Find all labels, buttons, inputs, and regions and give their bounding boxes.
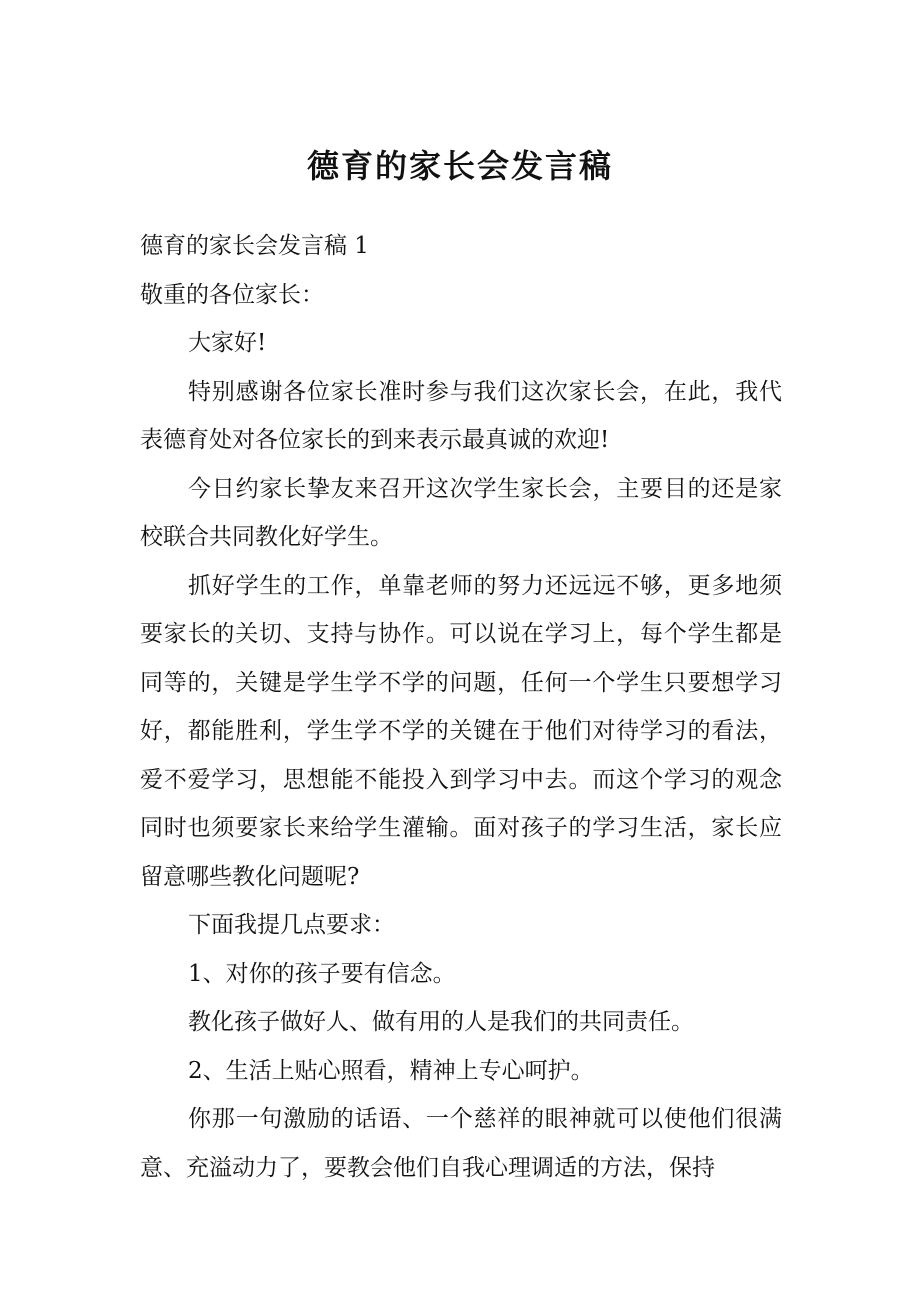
list-item-requirement-1: 1、对你的孩子要有信念。: [188, 960, 456, 987]
paragraph-encouragement: 你那一句激励的话语、一个慈祥的眼神就可以使他们很满意、充溢动力了，要教会他们自我心理调适的方法，保持: [140, 1106, 782, 1181]
document-body: [140, 222, 782, 1192]
paragraph-greeting: 大家好!: [188, 330, 267, 356]
paragraph-purpose: 今日约家长挚友来召开这次学生家长会，主要目的还是家校联合共同教化好学生。: [140, 475, 782, 550]
paragraph-responsibility: 教化孩子做好人、做有用的人是我们的共同责任。: [188, 1009, 694, 1035]
paragraph-cooperation: 抓好学生的工作，单靠老师的努力还远远不够，更多地须要家长的关切、支持与协作。可以说在学习上，每个学生都是同等的，关键是学生学不学的问题，任何一个学生只要想学习好，都能胜利，学生学不学的关键在于他们对待学习的看法，爱不爱学习，思想能不能投入到学习中去。而这个学习的观念同时也须要家长来给学生灌输。面对孩子的学习生活，家长应留意哪些教化问题呢?: [140, 572, 782, 890]
paragraph-welcome: 特别感谢各位家长准时参与我们这次家长会，在此，我代表德育处对各位家长的到来表示最真诚的欢迎!: [140, 378, 782, 453]
list-item-requirement-2: 2、生活上贴心照看，精神上专心呵护。: [188, 1057, 594, 1084]
section-heading: 德育的家长会发言稿 1: [140, 233, 369, 259]
paragraph-requirements-intro: 下面我提几点要求：: [188, 912, 395, 938]
page-title: 德育的家长会发言稿: [306, 147, 613, 185]
salutation: 敬重的各位家长：: [140, 281, 324, 308]
